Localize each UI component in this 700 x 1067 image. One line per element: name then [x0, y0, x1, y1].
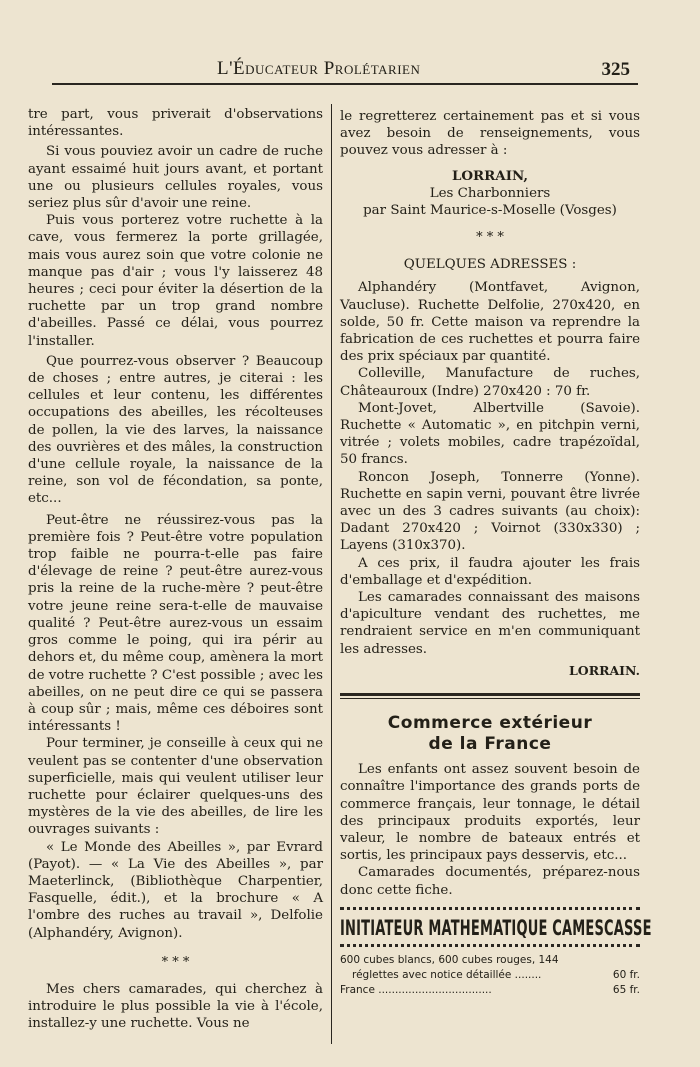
address-entry: Mont-Jovet, Albertville (Savoie). Ruchette « Automatic », en pitchpin verni, vitrée ; volets mobiles, cadre trapézoïdal, 50 francs. — [340, 400, 640, 468]
paragraph: tre part, vous priverait d'observations intéressantes. — [28, 107, 323, 140]
page-number: 325 — [601, 59, 630, 80]
paragraph: le regretterez certainement pas et si vous avez besoin de renseignements, vous pouvez vous adresser à : — [340, 109, 640, 159]
address-name: LORRAIN, — [451, 167, 529, 184]
section-title: QUELQUES ADRESSES : — [403, 257, 577, 273]
ad-text: 600 cubes blancs, 600 cubes rouges, 144 — [340, 953, 559, 966]
ad-line — [340, 983, 640, 998]
column-divider — [331, 104, 332, 1044]
paragraph: Camarades documentés, préparez-nous donc cette fiche. — [340, 865, 640, 898]
ad-line — [340, 968, 640, 983]
journal-title: L'Éducateur Prolétarien — [217, 58, 421, 79]
commerce-box — [340, 713, 640, 899]
paragraph: Que pourrez-vous observer ? Beaucoup de choses ; entre autres, je citerai : les cellules et leur contenu, les différentes occupations des abeilles, les récolteuses de pollen, la vie des larves, la naissance des ouvrières et des mâles, la construction d'une cellule royale, la naissance de la reine, son vol de fécondation, sa ponte, etc... — [28, 353, 323, 507]
address-entry: Roncon Joseph, Tonnerre (Yonne). Ruchette en sapin verni, pouvant être livrée avec un des 3 cadres suivants (au choix): Dadant 270x420 ; Voirnot (330x330) ; Layens (310x370). — [340, 469, 640, 554]
box-title: Commerce extérieur — [387, 713, 593, 734]
address-line: par Saint Maurice-s-Moselle (Vosges) — [363, 203, 617, 219]
ad-price: 60 fr. — [612, 968, 640, 981]
paragraph: Pour terminer, je conseille à ceux qui ne veulent pas se contenter d'une observation superficielle, mais qui veulent utiliser leur ruchette pour éclairer quelques-uns des mystères de la vie des abeilles, de lire les ouvrages suivants : — [28, 736, 323, 838]
signature: LORRAIN. — [569, 662, 640, 678]
address-line: Les Charbonniers — [429, 185, 551, 201]
ad-text: France .................................. — [340, 983, 492, 996]
paragraph: Les camarades connaissant des maisons d'apiculture vendant des ruchettes, me rendraient service en m'en communiquant les adresses. — [340, 590, 640, 657]
left-column — [28, 106, 323, 1032]
right-column — [340, 108, 652, 998]
separator-stars: * * * — [476, 230, 504, 246]
ad-top-rule — [340, 907, 640, 910]
ad-price: 65 fr. — [612, 983, 640, 996]
paragraph: Peut-être ne réussirez-vous pas la première fois ? Peut-être votre population trop faible ne pourra-t-elle pas faire d'élevage de reine ? peut-être aurez-vous pris la reine de la ruche-mère ? peut-être votre jeune reine sera-t-elle de mauvaise qualité ? Peut-être aurez-vous un essaim gros comme le poing, qui ira périr au dehors et, du même coup, amènera la mort de votre ruchette ? C'est possible ; avec les abeilles, on ne peut dire ce qui se passera à coup sûr ; mais, même ces déboires sont intéressants ! — [28, 512, 323, 735]
separator-stars: * * * — [161, 954, 190, 970]
ad-line — [340, 953, 640, 968]
paragraph: Si vous pouviez avoir un cadre de ruche ayant essaimé huit jours avant, et portant une ou plusieurs cellules royales, vous seriez plus sûr d'avoir une reine. — [28, 144, 323, 212]
paragraph: A ces prix, il faudra ajouter les frais d'emballage et d'expédition. — [340, 555, 640, 588]
page-header — [52, 56, 638, 84]
ad-divider — [340, 944, 640, 947]
address-entry: Colleville, Manufacture de ruches, Châteauroux (Indre) 270x420 : 70 fr. — [340, 366, 640, 399]
paragraph: Mes chers camarades, qui cherchez à introduire le plus possible la vie à l'école, installez-y une ruchette. Vous ne — [28, 981, 323, 1032]
address-entry: Alphandéry (Montfavet, Avignon, Vaucluse). Ruchette Delfolie, 270x420, en solde, 50 fr. Cette maison va reprendre la fabrication de ces ruchettes et pourra faire des prix spéciaux par quantité. — [340, 280, 640, 365]
box-title: de la France — [428, 734, 552, 755]
paragraph: « Le Monde des Abeilles », par Evrard (Payot). — « La Vie des Abeilles », par Maeterlinck, (Bibliothèque Charpentier, Fasquelle, édit.), et la brochure « A l'ombre des ruches au travail », Delfolie (Alphandéry, Avignon). — [28, 839, 323, 941]
ad-title: INITIATEUR MATHEMATIQUE CAMESCASSE — [340, 915, 652, 940]
header-rule — [52, 83, 638, 85]
box-top-rule — [340, 693, 640, 696]
ad-text: réglettes avec notice détaillée ........ — [352, 968, 542, 981]
paragraph: Puis vous porterez votre ruchette à la cave, vous fermerez la porte grillagée, mais vous aurez soin que votre colonie ne manque pas d'air ; vous l'y laisserez 48 heures ; ceci pour éviter la désertion de la ruchette par un trop grand nombre d'abeilles. Passé ce délai, vous pourrez l'installer. — [28, 213, 323, 349]
paragraph: Les enfants ont assez souvent besoin de connaître l'importance des grands ports de commerce français, leur tonnage, le détail des principaux produits exportés, leur valeur, le nombre de bateaux entrés et sortis, les principaux pays desservis, etc... — [340, 762, 640, 864]
box-top-rule — [340, 698, 640, 699]
